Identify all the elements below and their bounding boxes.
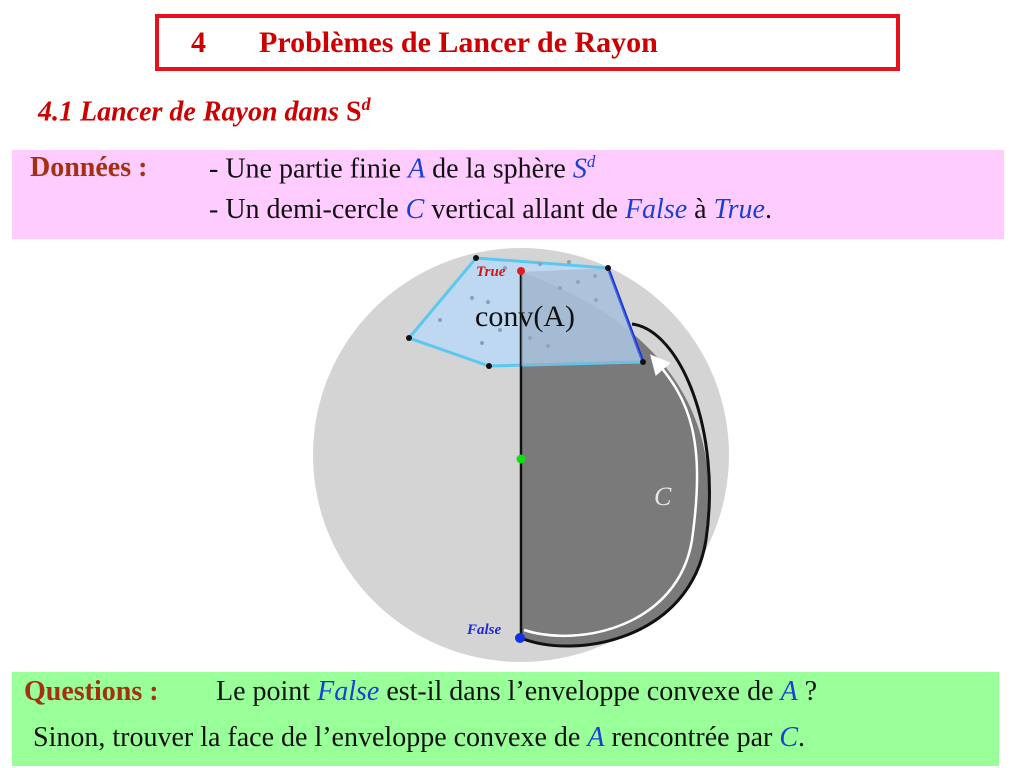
- donnees-var-s: S: [572, 153, 587, 185]
- questions-box: [12, 672, 999, 766]
- slide-title-box: [155, 14, 900, 71]
- sphere-figure: [310, 246, 735, 666]
- donnees-var-c: C: [405, 194, 425, 225]
- subsection-title: [38, 94, 371, 128]
- true-point: [517, 267, 525, 275]
- donnees-line-1: [209, 152, 595, 185]
- questions-line-2-var-a: A: [587, 722, 605, 753]
- section-number: 4: [191, 25, 206, 59]
- questions-line-1-mid: est-il dans l’enveloppe convexe de: [379, 676, 781, 707]
- questions-label: Questions :: [24, 676, 159, 707]
- questions-line-2-mid: rencontrée par: [604, 722, 780, 753]
- false-label: False: [467, 622, 502, 638]
- section-title: Problèmes de Lancer de Rayon: [259, 25, 658, 59]
- donnees-box: [12, 150, 1004, 239]
- donnees-a: à: [687, 194, 714, 225]
- donnees-label: Données :: [30, 152, 148, 183]
- questions-var-a: A: [780, 676, 798, 707]
- donnees-var-a: A: [408, 153, 426, 185]
- questions-line-2-end: .: [798, 722, 806, 753]
- donnees-line-2-pre: - Un demi-cercle: [209, 194, 406, 225]
- subsection-math-s: S: [346, 96, 362, 128]
- questions-line-2: [33, 722, 805, 754]
- questions-line-1-end: ?: [797, 676, 818, 707]
- questions-var-c: C: [779, 722, 799, 753]
- subsection-text: 4.1 Lancer de Rayon dans: [38, 96, 346, 128]
- donnees-var-s-sup: d: [586, 152, 596, 171]
- c-label: C: [654, 482, 672, 511]
- questions-line-2-pre: Sinon, trouver la face de l’enveloppe convexe de: [33, 722, 588, 753]
- questions-line-1-pre: Le point: [216, 676, 318, 707]
- questions-false: False: [317, 676, 380, 707]
- true-label: True: [476, 264, 506, 280]
- donnees-line-1-pre: - Une partie finie: [209, 153, 409, 185]
- donnees-false: False: [624, 194, 688, 225]
- subsection-math-sup: d: [361, 94, 371, 114]
- donnees-line-1-mid: de la sphère: [425, 153, 573, 185]
- donnees-end: .: [764, 194, 772, 225]
- false-point: [515, 633, 525, 643]
- center-point: [517, 455, 526, 464]
- donnees-line-2-mid: vertical allant de: [424, 194, 625, 225]
- conv-label: conv(A): [475, 300, 575, 333]
- donnees-true: True: [713, 194, 765, 225]
- donnees-line-2: [209, 194, 772, 226]
- questions-line-1: [216, 676, 817, 708]
